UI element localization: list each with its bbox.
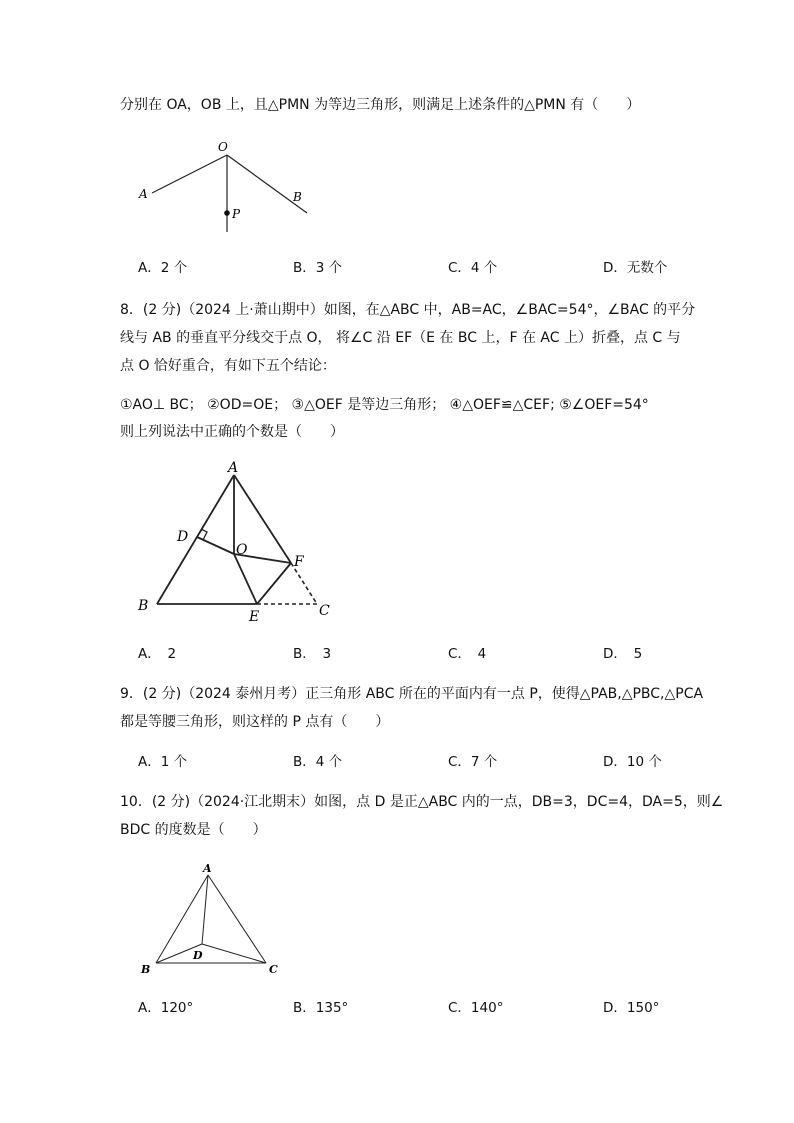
q8-question-line-3: 点 O 恰好重合，有如下五个结论：: [120, 358, 336, 374]
q9-question-line-1: 9．(2 分)（2024 泰州月考）正三角形 ABC 所在的平面内有一点 P，使得△PAB,△PBC,△PCA: [120, 686, 704, 702]
label-e: E: [249, 609, 260, 625]
q10-question-line-1: 10．(2 分)（2024·江北期末）如图，点 D 是正△ABC 内的一点，DB=3，DC=4，DA=5，则∠: [120, 794, 724, 810]
label-p: P: [232, 207, 241, 221]
label-c: C: [269, 963, 278, 976]
label-c: C: [319, 603, 330, 619]
segment-dc: [202, 944, 266, 963]
q10-option-d[interactable]: D．150°: [603, 1000, 660, 1016]
label-d: D: [177, 529, 189, 545]
label-a: A: [203, 862, 212, 875]
label-a: A: [228, 460, 239, 476]
q7-option-a[interactable]: A．2 个: [138, 260, 188, 276]
label-a: A: [139, 187, 148, 201]
q7-option-c[interactable]: C．4 个: [448, 260, 498, 276]
label-o: O: [236, 542, 248, 558]
q7-figure: [130, 135, 330, 240]
label-b: B: [141, 963, 151, 976]
q9-option-b[interactable]: B．4 个: [293, 754, 343, 770]
segment-ef: [257, 563, 291, 604]
label-b: B: [293, 190, 302, 204]
q7-question-text: 分别在 OA，OB 上，且△PMN 为等边三角形，则满足上述条件的△PMN 有（ ）: [120, 97, 641, 113]
q10-question-line-2: BDC 的度数是（ ）: [120, 822, 267, 838]
q8-option-c[interactable]: C． 4: [448, 646, 487, 662]
q10-option-c[interactable]: C．140°: [448, 1000, 504, 1016]
segment-oe: [234, 554, 257, 604]
label-b: B: [138, 598, 149, 614]
q8-question-line-5: 则上列说法中正确的个数是（ ）: [120, 424, 344, 440]
q8-figure: [130, 455, 350, 630]
q8-conclusions: ①AO⊥ BC； ②OD=OE； ③△OEF 是等边三角形； ④△OEF≌△CEF; ⑤∠OEF=54°: [120, 397, 649, 413]
q9-question-line-2: 都是等腰三角形，则这样的 P 点有（ ）: [120, 714, 390, 730]
q8-question-line-1: 8．(2 分)（2024 上·萧山期中）如图，在△ABC 中，AB=AC，∠BAC=54°，∠BAC 的平分: [120, 302, 696, 318]
segment-oa: [152, 155, 227, 193]
q9-option-c[interactable]: C．7 个: [448, 754, 498, 770]
segment-da: [202, 875, 208, 944]
q10-figure: [135, 860, 295, 980]
q7-option-d[interactable]: D．无数个: [603, 260, 668, 276]
q8-option-d[interactable]: D． 5: [603, 646, 643, 662]
label-o: O: [218, 140, 228, 154]
q9-option-d[interactable]: D．10 个: [603, 754, 662, 770]
q10-option-a[interactable]: A．120°: [138, 1000, 194, 1016]
segment-ab: [157, 475, 234, 604]
label-d: D: [193, 949, 203, 962]
q9-option-a[interactable]: A．1 个: [138, 754, 188, 770]
q10-option-b[interactable]: B．135°: [293, 1000, 349, 1016]
point-p: [224, 210, 230, 216]
q7-option-b[interactable]: B．3 个: [293, 260, 343, 276]
segment-ac: [208, 875, 266, 963]
q8-option-a[interactable]: A． 2: [138, 646, 177, 662]
segment-ob: [227, 155, 307, 213]
q8-question-line-2: 线与 AB 的垂直平分线交于点 O， 将∠C 沿 EF（E 在 BC 上，F 在 AC 上）折叠，点 C 与: [120, 330, 681, 346]
q8-option-b[interactable]: B． 3: [293, 646, 332, 662]
label-f: F: [294, 554, 304, 570]
